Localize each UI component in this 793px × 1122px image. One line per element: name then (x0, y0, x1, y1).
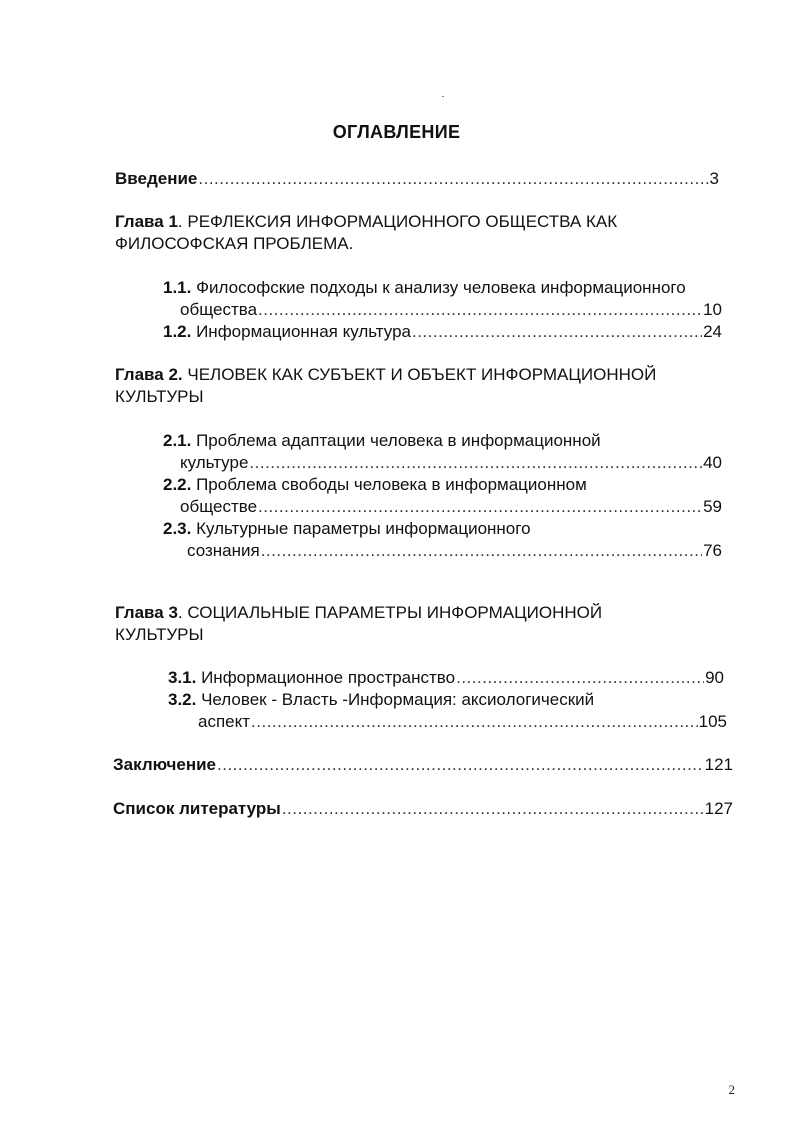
toc-1-1-number: 1.1. (163, 278, 192, 297)
toc-bibliography-page: 127 (704, 799, 733, 818)
leader-dots (249, 452, 702, 474)
toc-entry-2-1 (180, 452, 722, 474)
leader-dots (251, 711, 698, 733)
toc-2-2-line1 (163, 474, 587, 496)
toc-2-2-text-line2: обществе (180, 497, 258, 516)
toc-conclusion-label: Заключение (113, 755, 216, 774)
toc-3-2-text-line1: Человек - Власть -Информация: аксиологический (196, 690, 595, 709)
toc-2-3-page: 76 (703, 541, 722, 560)
toc-2-1-line1 (163, 430, 601, 452)
chapter2-title-line2: КУЛЬТУРЫ (115, 387, 204, 406)
toc-conclusion-page: 121 (704, 755, 733, 774)
toc-2-2-number: 2.2. (163, 475, 192, 494)
leader-dots (456, 667, 704, 689)
toc-intro-label: Введение (115, 169, 198, 188)
toc-entry-1-1 (180, 299, 722, 321)
leader-dots (282, 798, 704, 820)
toc-2-1-page: 40 (703, 453, 722, 472)
toc-1-2-page: 24 (703, 322, 722, 341)
chapter3-title-line1: . СОЦИАЛЬНЫЕ ПАРАМЕТРЫ ИНФОРМАЦИОННОЙ (177, 603, 603, 622)
toc-intro-page: 3 (709, 169, 719, 188)
chapter3-number: Глава 3 (115, 603, 178, 622)
leader-dots (198, 168, 708, 190)
page-number: 2 (728, 1082, 735, 1097)
toc-entry-intro (115, 168, 719, 190)
toc-1-2-number: 1.2. (163, 322, 192, 341)
toc-2-3-text-line2: сознания (187, 541, 260, 560)
toc-3-2-page: 105 (698, 712, 727, 731)
chapter3-heading-line1 (115, 602, 602, 624)
toc-1-1-page: 10 (703, 300, 722, 319)
toc-3-1-text: Информационное пространство (196, 668, 456, 687)
toc-entry-conclusion (113, 754, 733, 776)
leader-dots (217, 754, 704, 776)
leader-dots (412, 321, 702, 343)
toc-entry-3-1 (168, 667, 724, 689)
leader-dots (258, 299, 702, 321)
toc-entry-1-2 (163, 321, 722, 343)
toc-1-1-line1 (163, 277, 686, 299)
toc-2-1-text-line2: культуре (180, 453, 249, 472)
toc-3-1-page: 90 (705, 668, 724, 687)
chapter1-number: Глава 1 (115, 212, 178, 231)
chapter3-title-line2: КУЛЬТУРЫ (115, 625, 204, 644)
chapter1-title-line1: . РЕФЛЕКСИЯ ИНФОРМАЦИОННОГО ОБЩЕСТВА КАК (177, 212, 618, 231)
scan-speck (442, 96, 444, 97)
toc-2-1-text-line1: Проблема адаптации человека в информационной (191, 431, 601, 450)
toc-entry-3-2 (198, 711, 727, 733)
toc-2-2-page: 59 (703, 497, 722, 516)
toc-1-2-text: Информационная культура (191, 322, 411, 341)
toc-3-1-number: 3.1. (168, 668, 197, 687)
leader-dots (258, 496, 702, 518)
toc-2-3-line1 (163, 518, 531, 540)
toc-entry-2-2 (180, 496, 722, 518)
toc-1-1-text-line1: Философские подходы к анализу человека информационного (191, 278, 686, 297)
chapter1-title-line2: ФИЛОСОФСКАЯ ПРОБЛЕМА. (115, 234, 354, 253)
toc-3-2-text-line2: аспект (198, 712, 251, 731)
leader-dots (261, 540, 702, 562)
toc-2-1-number: 2.1. (163, 431, 192, 450)
chapter2-heading-line1 (115, 364, 656, 386)
toc-2-2-text-line1: Проблема свободы человека в информационном (191, 475, 587, 494)
toc-2-3-text-line1: Культурные параметры информационного (191, 519, 531, 538)
chapter2-title-line1: ЧЕЛОВЕК КАК СУБЪЕКТ И ОБЪЕКТ ИНФОРМАЦИОННОЙ (182, 365, 657, 384)
page-title: ОГЛАВЛЕНИЕ (332, 122, 461, 142)
toc-entry-2-3 (187, 540, 722, 562)
toc-bibliography-label: Список литературы (113, 799, 281, 818)
toc-2-3-number: 2.3. (163, 519, 192, 538)
toc-3-2-line1 (168, 689, 594, 711)
toc-3-2-number: 3.2. (168, 690, 197, 709)
toc-entry-bibliography (113, 798, 733, 820)
toc-1-1-text-line2: общества (180, 300, 258, 319)
chapter2-number: Глава 2. (115, 365, 183, 384)
chapter1-heading-line1 (115, 211, 617, 233)
